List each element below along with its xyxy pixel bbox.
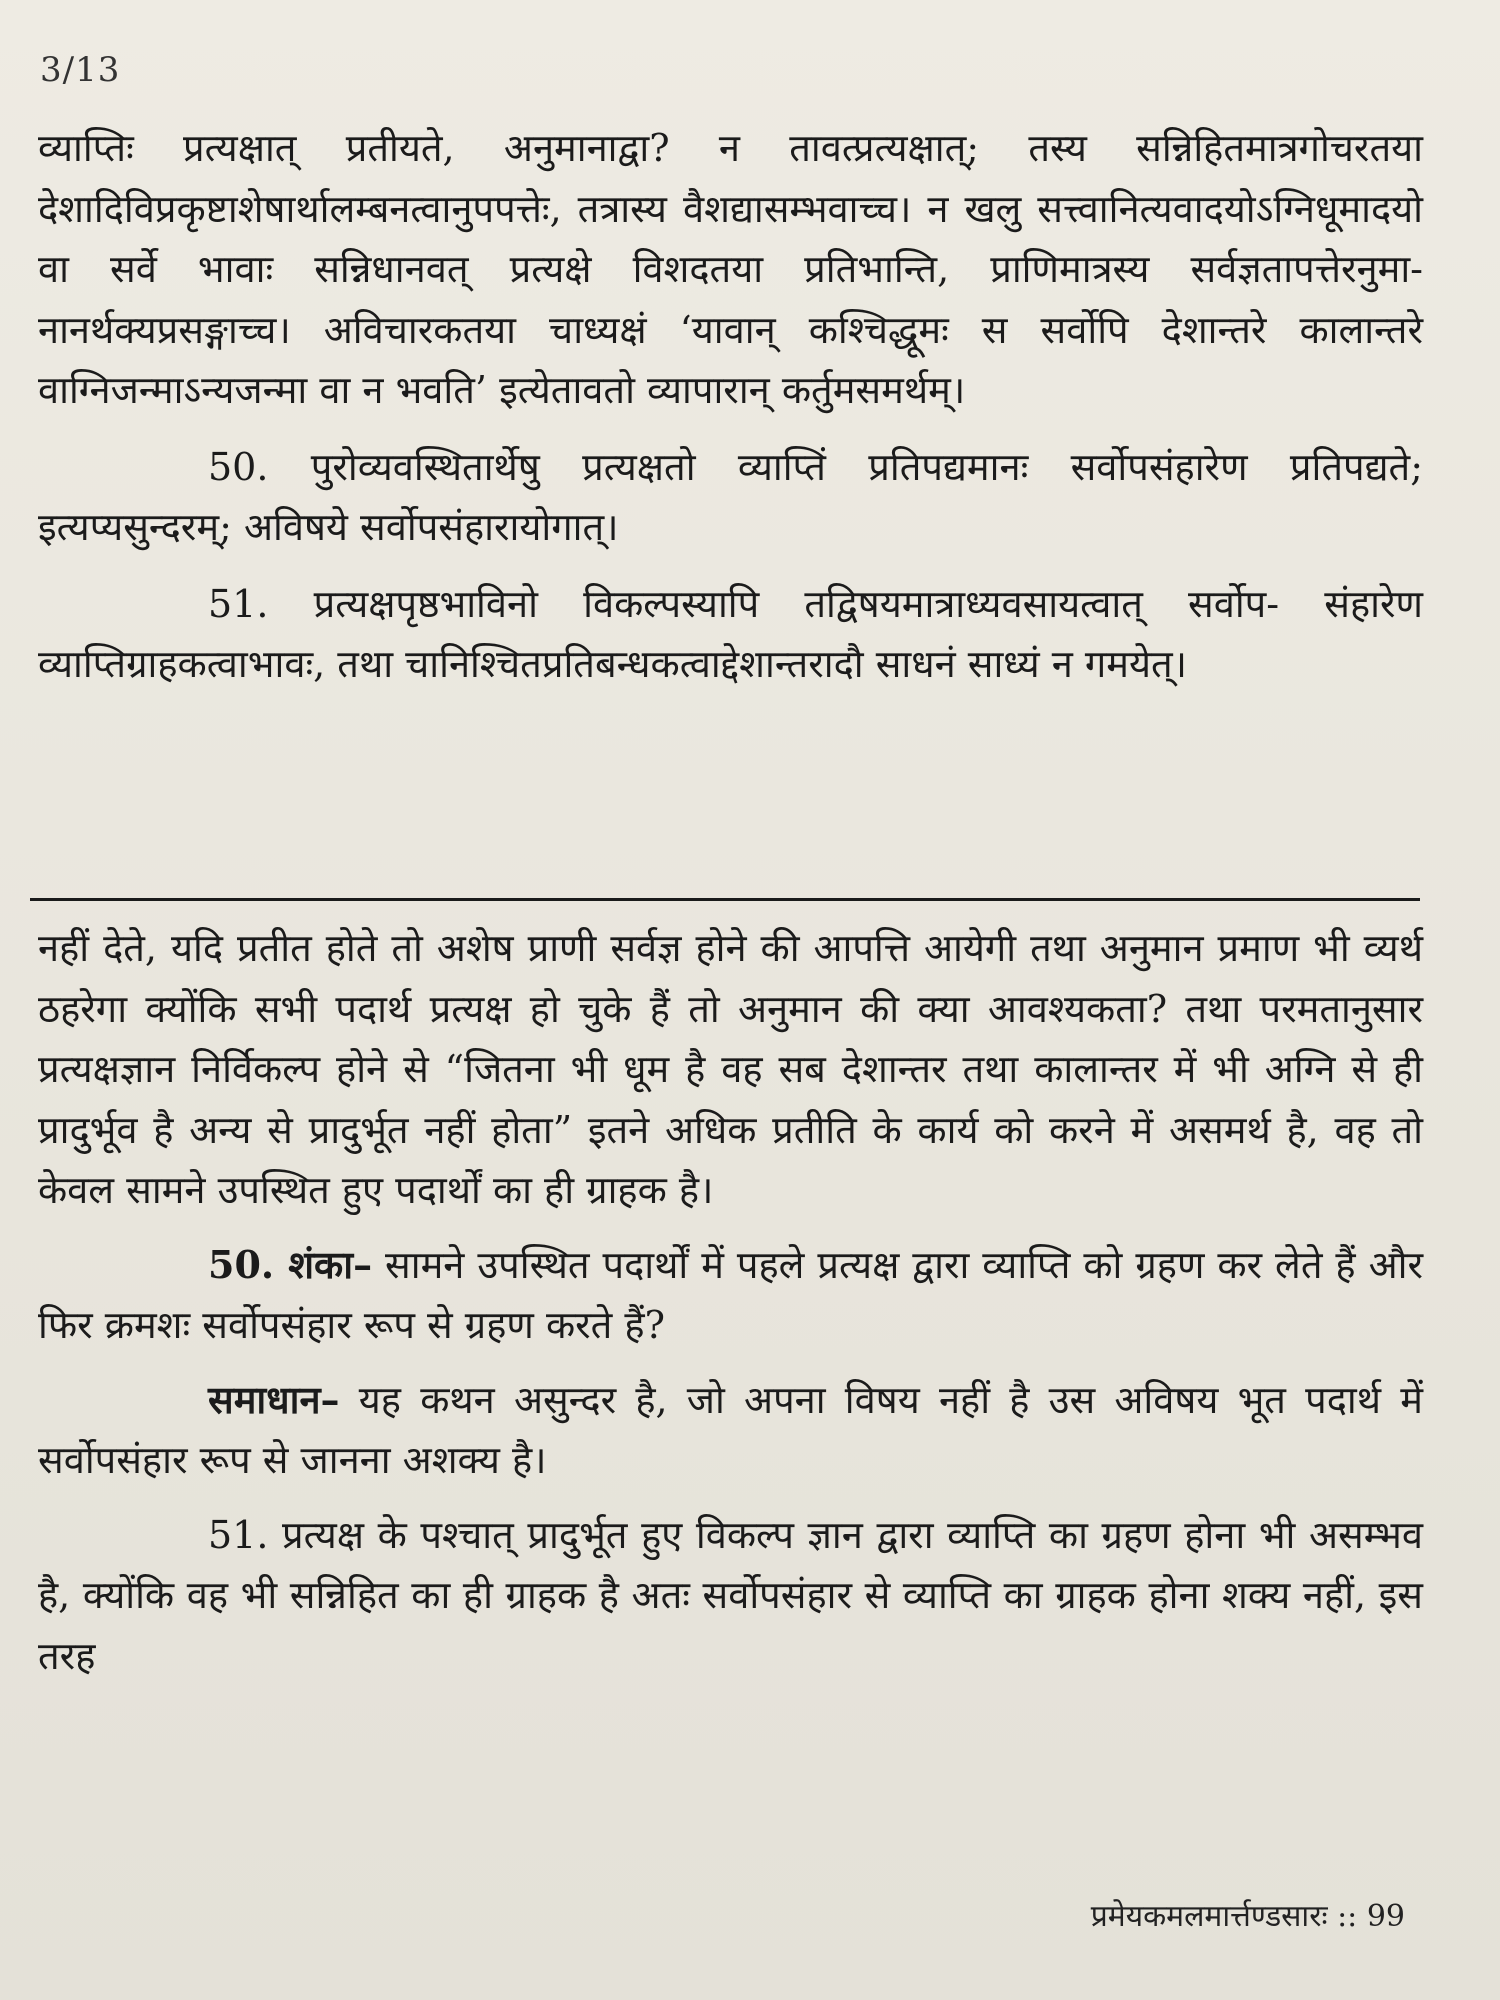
sanskrit-paragraph-1: व्याप्तिः प्रत्यक्षात् प्रतीयते, अनुमानाद्वा? न तावत्प्रत्यक्षात्; तस्य सन्निहितमात्रगोचरतया देशादिविप्रकृष्टाशेषार्थालम्बनत्वानुपपत्तेः, तत्रास्य वैशद्यासम्भवाच्च। न खलु सत्त्वानित्यवादयोऽग्निधूमादयो वा सर्वे भावाः सन्निधानवत् प्रत्यक्षे विशदतया प्रतिभान्ति, प्राणिमात्रस्य सर्वज्ञतापत्तेरनुमा-नानर्थक्यप्रसङ्गाच्च। अविचारकतया चाध्यक्षं ‘यावान् कश्चिद्धूमः स सर्वोपि देशान्तरे कालान्तरे वाग्निजन्माऽन्यजन्मा वा न भवति’ इत्येतावतो व्यापारान् कर्तुमसमर्थम्। [38, 126, 1423, 412]
hindi-paragraph-samadhan [38, 1370, 1423, 1491]
section-divider [30, 898, 1420, 901]
shanka-label: 50. शंका– [208, 1241, 373, 1287]
samadhan-label: समाधान– [208, 1376, 340, 1422]
sanskrit-paragraph-51: 51. प्रत्यक्षपृष्ठभाविनो विकल्पस्यापि तद्विषयमात्राध्यवसायत्वात् सर्वोप- संहारेण व्याप्तिग्राहकत्वाभावः, तथा चानिश्चितप्रतिबन्धकत्वाद्देशान्तरादौ साधनं साध्यं न गमयेत्। [38, 581, 1423, 686]
hindi-paragraph-1: नहीं देते, यदि प्रतीत होते तो अशेष प्राणी सर्वज्ञ होने की आपत्ति आयेगी तथा अनुमान प्रमाण भी व्यर्थ ठहरेगा क्योंकि सभी पदार्थ प्रत्यक्ष हो चुके हैं तो अनुमान की क्या आवश्यकता? तथा परमतानुसार प्रत्यक्षज्ञान निर्विकल्प होने से “जितना भी धूम है वह सब देशान्तर तथा कालान्तर में भी अग्नि से ही प्रादुर्भूव है अन्य से प्रादुर्भूत नहीं होता” इतने अधिक प्रतीति के कार्य को करने में असमर्थ है, वह तो केवल सामने उपस्थित हुए पदार्थों का ही ग्राहक है। [38, 926, 1423, 1212]
page-identifier: 3/13 [40, 50, 121, 90]
sanskrit-paragraph-50: 50. पुरोव्यवस्थितार्थेषु प्रत्यक्षतो व्याप्तिं प्रतिपद्यमानः सर्वोपसंहारेण प्रतिपद्यते; इत्यप्यसुन्दरम्; अविषये सर्वोपसंहारायोगात्। [38, 444, 1423, 549]
hindi-paragraph-51: 51. प्रत्यक्ष के पश्चात् प्रादुर्भूत हुए विकल्प ज्ञान द्वारा व्याप्ति का ग्रहण होना भी असम्भव है, क्योंकि वह भी सन्निहित का ही ग्राहक है अतः सर्वोपसंहार से व्याप्ति का ग्राहक होना शक्य नहीं, इस तरह [38, 1512, 1423, 1678]
hindi-paragraph-50 [38, 1235, 1423, 1356]
samadhan-text: यह कथन असुन्दर है, जो अपना विषय नहीं है उस अविषय भूत पदार्थ में सर्वोपसंहार रूप से जानना अशक्य है। [38, 1377, 1423, 1482]
hindi-translation-block [38, 918, 1423, 1686]
shanka-text: सामने उपस्थित पदार्थों में पहले प्रत्यक्ष द्वारा व्याप्ति को ग्रहण कर लेते हैं और फिर क्रमशः सर्वोपसंहार रूप से ग्रहण करते हैं? [38, 1242, 1423, 1347]
sanskrit-text-block [38, 118, 1423, 695]
page-footer: प्रमेयकमलमार्त्तण्डसारः :: 99 [1090, 1899, 1405, 1934]
